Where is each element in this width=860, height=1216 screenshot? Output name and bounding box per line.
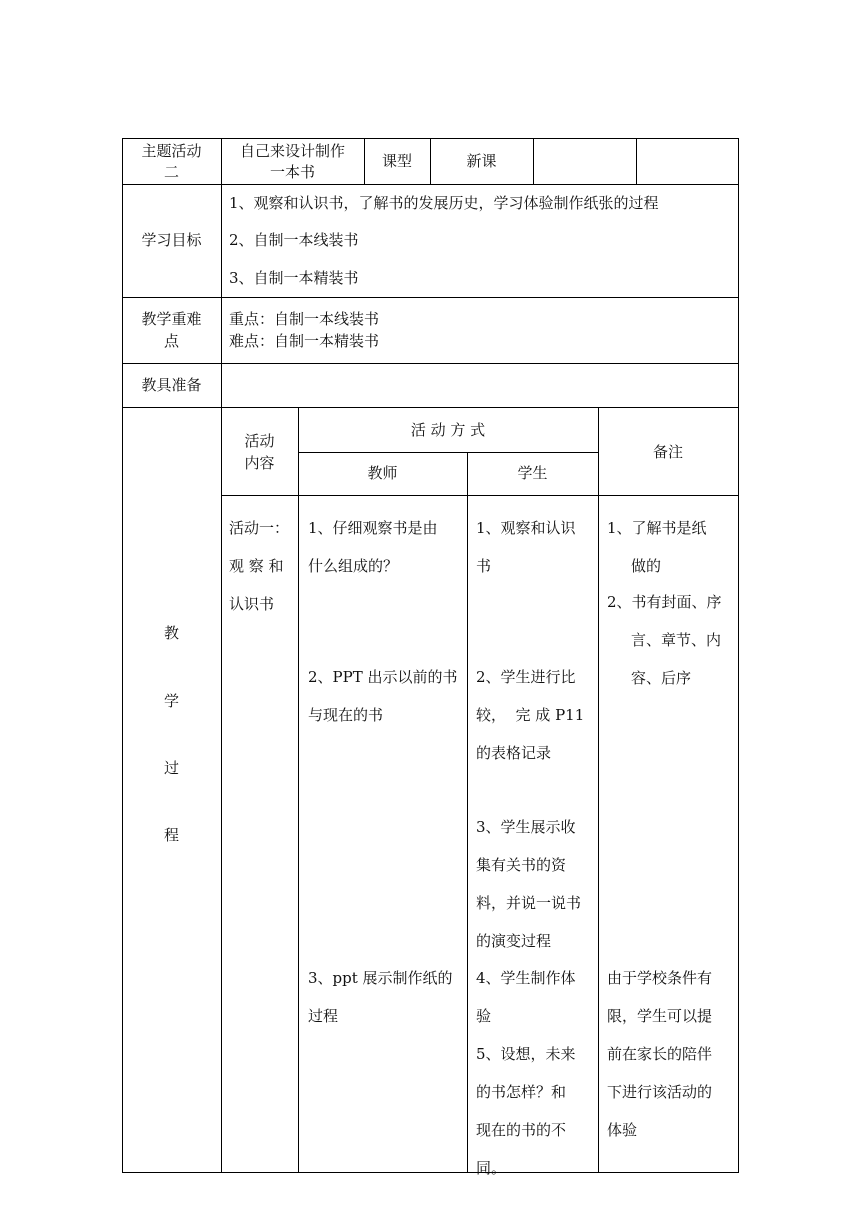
theme-label-line2: 二 <box>163 163 179 181</box>
col-teacher-header: 教师 <box>367 464 398 482</box>
teacher-line: 2、PPT 出示以前的书 <box>308 668 458 686</box>
note-line: 下进行该活动的 <box>607 1083 713 1101</box>
student-line: 3、学生展示收 <box>476 818 576 836</box>
theme-label: 主题活动 <box>141 142 202 160</box>
student-line: 5、设想，未来 <box>476 1045 576 1063</box>
student-step-5 <box>476 1035 576 1187</box>
difficulty-point: 难点：自制一本精装书 <box>229 332 380 350</box>
teacher-line: 3、ppt 展示制作纸的 <box>308 969 453 987</box>
note-line: 容、后序 <box>631 669 692 687</box>
student-line: 料，并说一说书 <box>476 894 582 912</box>
process-label-char: 程 <box>163 826 179 844</box>
rule <box>122 363 739 364</box>
rule <box>298 407 299 1173</box>
rule <box>221 184 222 408</box>
activity-content <box>229 509 289 623</box>
note-line: 限，学生可以提 <box>607 1007 713 1025</box>
note-line: 言、章节、内 <box>631 631 722 649</box>
rule <box>122 1172 739 1173</box>
rule <box>122 297 739 298</box>
process-label-char: 教 <box>163 624 179 642</box>
process-label-char: 过 <box>163 759 179 777</box>
teacher-line: 与现在的书 <box>308 706 384 724</box>
student-line: 书 <box>476 557 492 575</box>
student-line: 4、学生制作体 <box>476 969 576 987</box>
note-line: 前在家长的陪伴 <box>607 1045 713 1063</box>
goal-item: 1、观察和认识书，了解书的发展历史，学习体验制作纸张的过程 <box>229 194 659 212</box>
goals-label: 学习目标 <box>141 231 202 249</box>
focus-point: 重点：自制一本线装书 <box>229 310 380 328</box>
student-step-4 <box>476 959 576 1035</box>
note-line: 1、了解书是纸 <box>607 519 707 537</box>
teacher-step-2 <box>308 658 458 734</box>
student-line: 同。 <box>476 1159 507 1177</box>
teacher-line: 1、仔细观察书是由 <box>308 519 438 537</box>
note-line: 做的 <box>631 557 662 575</box>
activity-line: 观 察 和 <box>229 557 284 575</box>
student-line: 的书怎样？和 <box>476 1083 567 1101</box>
rule <box>467 452 468 1173</box>
student-step-2 <box>476 658 584 772</box>
key-points-label-line2: 点 <box>163 332 179 350</box>
note-3 <box>607 959 712 1149</box>
student-line: 2、学生进行比 <box>476 668 576 686</box>
teacher-line: 过程 <box>308 1007 339 1025</box>
rule <box>598 407 599 1173</box>
process-label-char: 学 <box>163 692 179 710</box>
student-step-1 <box>476 509 576 585</box>
key-points-label: 教学重难 <box>141 310 202 328</box>
student-line: 的表格记录 <box>476 744 552 762</box>
goal-item: 2、自制一本线装书 <box>229 231 359 249</box>
note-line: 2、书有封面、序 <box>607 593 722 611</box>
student-line: 现在的书的不 <box>476 1121 567 1139</box>
teacher-step-1 <box>308 509 438 585</box>
student-line: 的演变过程 <box>476 932 552 950</box>
note-1 <box>607 509 707 585</box>
col-method-header: 活 动 方 式 <box>410 421 486 439</box>
goal-item: 3、自制一本精装书 <box>229 269 359 287</box>
rule <box>533 138 534 185</box>
note-line: 由于学校条件有 <box>607 969 713 987</box>
col-activity-header: 活动 <box>244 432 275 450</box>
lesson-type-label: 课型 <box>381 152 412 170</box>
rule <box>221 407 222 1173</box>
note-line: 体验 <box>607 1121 638 1139</box>
teacher-step-3 <box>308 959 453 1035</box>
col-student-header: 学生 <box>517 464 548 482</box>
teacher-line: 什么组成的？ <box>308 557 399 575</box>
col-note-header: 备注 <box>652 443 683 461</box>
rule <box>738 138 739 1173</box>
student-line: 集有关书的资 <box>476 856 567 874</box>
lesson-type-value: 新课 <box>466 152 497 170</box>
student-line: 验 <box>476 1007 492 1025</box>
student-line: 较， 完 成 P11 <box>476 706 585 724</box>
materials-label: 教具准备 <box>141 376 202 394</box>
note-2 <box>607 583 722 697</box>
student-line: 1、观察和认识 <box>476 519 576 537</box>
theme-value-line2: 一本书 <box>269 163 315 181</box>
activity-line: 认识书 <box>229 595 275 613</box>
activity-line: 活动一： <box>229 519 290 537</box>
rule <box>122 407 739 408</box>
rule <box>298 452 598 453</box>
rule <box>122 138 123 1173</box>
rule <box>636 138 637 185</box>
theme-value: 自己来设计制作 <box>239 142 345 160</box>
col-activity-header-line2: 内容 <box>244 454 275 472</box>
student-step-3 <box>476 808 581 960</box>
